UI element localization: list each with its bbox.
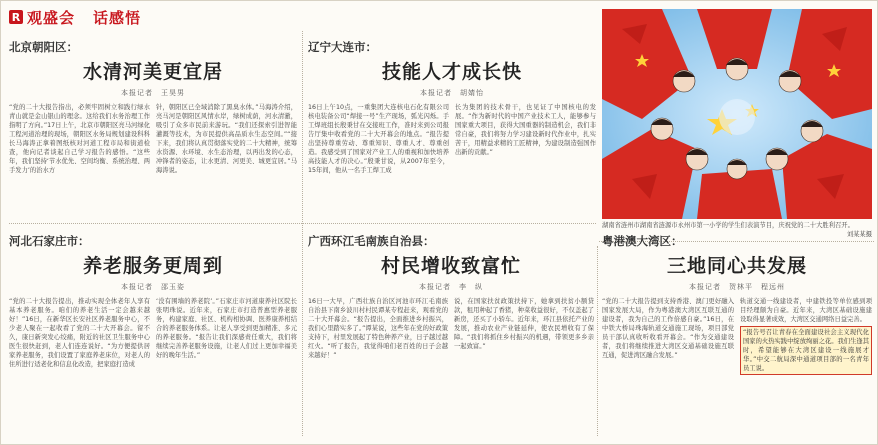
article-column: 长为集团的技术骨干，也见证了中国核电的发展。“作为新时代的中国产业技术工人，能够参与国家重大项目，获得大国重器的制造机会，我们非常自豪，我们将努力学习建设新时代作业中，扎实苦干，用精益求精的工匠精神，为建设制造强国作出新的贡献。” xyxy=(455,104,596,156)
section-header xyxy=(9,7,141,27)
article-huanjiang xyxy=(308,233,594,438)
column-divider xyxy=(597,246,598,436)
article-beijing xyxy=(9,39,297,219)
article-region: 粤港澳大湾区： xyxy=(602,234,683,248)
row-divider xyxy=(9,223,596,224)
article-column: 说，在国家扶贫政策扶持下，她拿到扶贫小额贷款，租用种起了香猪，种菜收益很好，不仅盖起了新房，还买了小轿车。近年来，环江县依托产业的发展，推动农业产业链延伸，使农民增收有了保障。“我们将抓住乡村振兴的机遇，带领更多乡亲一起致富。” xyxy=(454,298,594,350)
article-column: 16日一大早，广西壮族自治区河池市环江毛南族自治县下南乡波川村村民谭某专程赶来，观看党的二十大开幕会。“报告提出，全面推进乡村振兴，我们心里踏实多了。”谭某说，这些年在党的好政策支持下，村里发展起了特色种养产业，日子越过越红火。“听了报告，我觉得咱们老百姓的日子会越来越好！” xyxy=(308,298,448,359)
article-region: 广西环江毛南族自治县： xyxy=(308,234,435,248)
article-dalian xyxy=(308,39,596,219)
article-byline: 本报记者 贺林平 程远州 xyxy=(689,283,785,291)
section-subtitle: 话感悟 xyxy=(93,8,142,27)
article-shijiazhuang xyxy=(9,233,297,438)
article-byline: 本报记者 李 纵 xyxy=(419,283,483,291)
section-title: 观盛会 xyxy=(27,8,76,27)
section-logo: R xyxy=(9,10,23,24)
article-column xyxy=(740,297,872,438)
article-headline: 养老服务更周到 xyxy=(82,255,223,277)
children-photo-image xyxy=(602,9,872,219)
article-greater-bay-area xyxy=(602,233,872,438)
article-byline: 本报记者 邵玉姿 xyxy=(121,283,185,291)
photo-credit: 刘某某摄 xyxy=(846,231,872,238)
column-divider xyxy=(302,31,303,436)
article-column: ‘没有围墙的养老院’。”石家庄市河道康养社区院长张明珠说。近年来，石家庄市打造普惠型养老服务，构建家庭、社区、机构相协调、医养康养相结合的养老服务体系。让老人享受到更加精准、多元的养老服务。“报告让我们深感责任重大，我们将继续完善养老服务设施，让老人们过上更加幸福美好的晚年生活。” xyxy=(156,298,297,359)
article-region: 北京朝阳区： xyxy=(9,40,78,54)
photo-caption-text: 湖南省涟州市湖南省涟源市永州市第一小学的学生们表演节目，庆祝党的二十大胜利召开。 xyxy=(602,222,854,229)
article-byline: 本报记者 王昊男 xyxy=(121,89,185,97)
article-column: 针，朝阳区已全域消除了黑臭水体。”马海涛介绍，亮马河是朝阳区风情水岸，绿树成荫，河水清澈，吸引了众多市民前来游玩。“我们还探索引进智能灌溉等技术，为市民提供高品质水生态空间。”“接下来，我们将认真贯彻落实党的二十大精神，统筹水资源、水环境、水生态治理，以再出发的心态，冲锋者的姿态，让水更清、河更美、城更宜居。”马海涛说。 xyxy=(156,104,297,174)
article-column: “党的二十大报告提到支持香港、澳门更好融入国家发展大局，作为粤港澳大湾区互联互通的建设者，我为自己的工作倍感自豪。”16日，在中铁大桥局珠海轨道交通施工现场，项目部党员干部认真收听收看开幕会。“作为交通建设者，我们将继续推进大湾区交通基础设施互联互通，促进湾区融合发展。” xyxy=(602,298,734,359)
article-region: 河北石家庄市： xyxy=(9,234,90,248)
article-column: “党的二十大报告指出，必须牢固树立和践行绿水青山就是金山银山的理念。这给我们水务治理工作指明了方向。”17日上午，北京市朝阳区亮马河绿化工程河道治理的现场，朝阳区水务局规划建设科科长马海涛正拿着图纸核对河道工程市局和街道检查，他向记者谈起自己学习报告的感悟。“这些年，我们坚持‘节水优先、空间均衡、系统治理、两手发力’的治水方 xyxy=(9,104,150,174)
article-column: “党的二十大报告提出，推动实现全体老年人享有基本养老服务。咱们的养老生活一定会越来越好！”16日，在新华区长安社区养老服务中心，不少老人聚在一起收看了党的二十大开幕会。留不久，康日新突发心绞痛，附近的社区卫生服务中心医生很快赶到，老人们连连说好。“为方便提供居家养老服务，我们设置了家庭养老床位，对老人的住所进行适老化和信息化改造，把家庭打造成 xyxy=(9,298,150,368)
article-headline: 村民增收致富忙 xyxy=(380,255,521,277)
article-column: 16日上午10点，一重集团大连核电石化有限公司核电装备公司“焊接一号”生产现场，弧光闪烁。手工焊班组长殷秉甘在交接班工作，准时来到公司报告厅集中收看党的二十大开幕会的地点。“报告提出坚持尊重劳动、尊重知识、尊重人才、尊重创造。我感受到了国家对产业工人的重视和加快培养高技能人才的决心。”殷秉甘说，从2007年至今，15年间，他从一名手工焊工成 xyxy=(308,104,449,174)
news-photo xyxy=(602,9,872,219)
article-byline: 本报记者 胡婧怡 xyxy=(420,89,484,97)
article-text: 轨道交通一线建设者，中建铁投等单位感到项目经理颇为自豪。近年来，大湾区基础设施建设取得显著成效，大湾区交通网络日益完善。 xyxy=(740,298,872,323)
article-headline: 水清河美更宜居 xyxy=(82,61,223,83)
article-headline: 三地同心共发展 xyxy=(666,255,807,277)
article-region: 辽宁大连市： xyxy=(308,40,377,54)
highlighted-quote: “报告号召让青春在全面建设社会主义现代化国家的火热实践中绽放绚丽之花。我们生逢其时，希望能够在大湾区建设一线施展才华。”中交二航局深中通道项目部的一名青年员工说。 xyxy=(740,326,872,375)
article-headline: 技能人才成长快 xyxy=(381,61,522,83)
